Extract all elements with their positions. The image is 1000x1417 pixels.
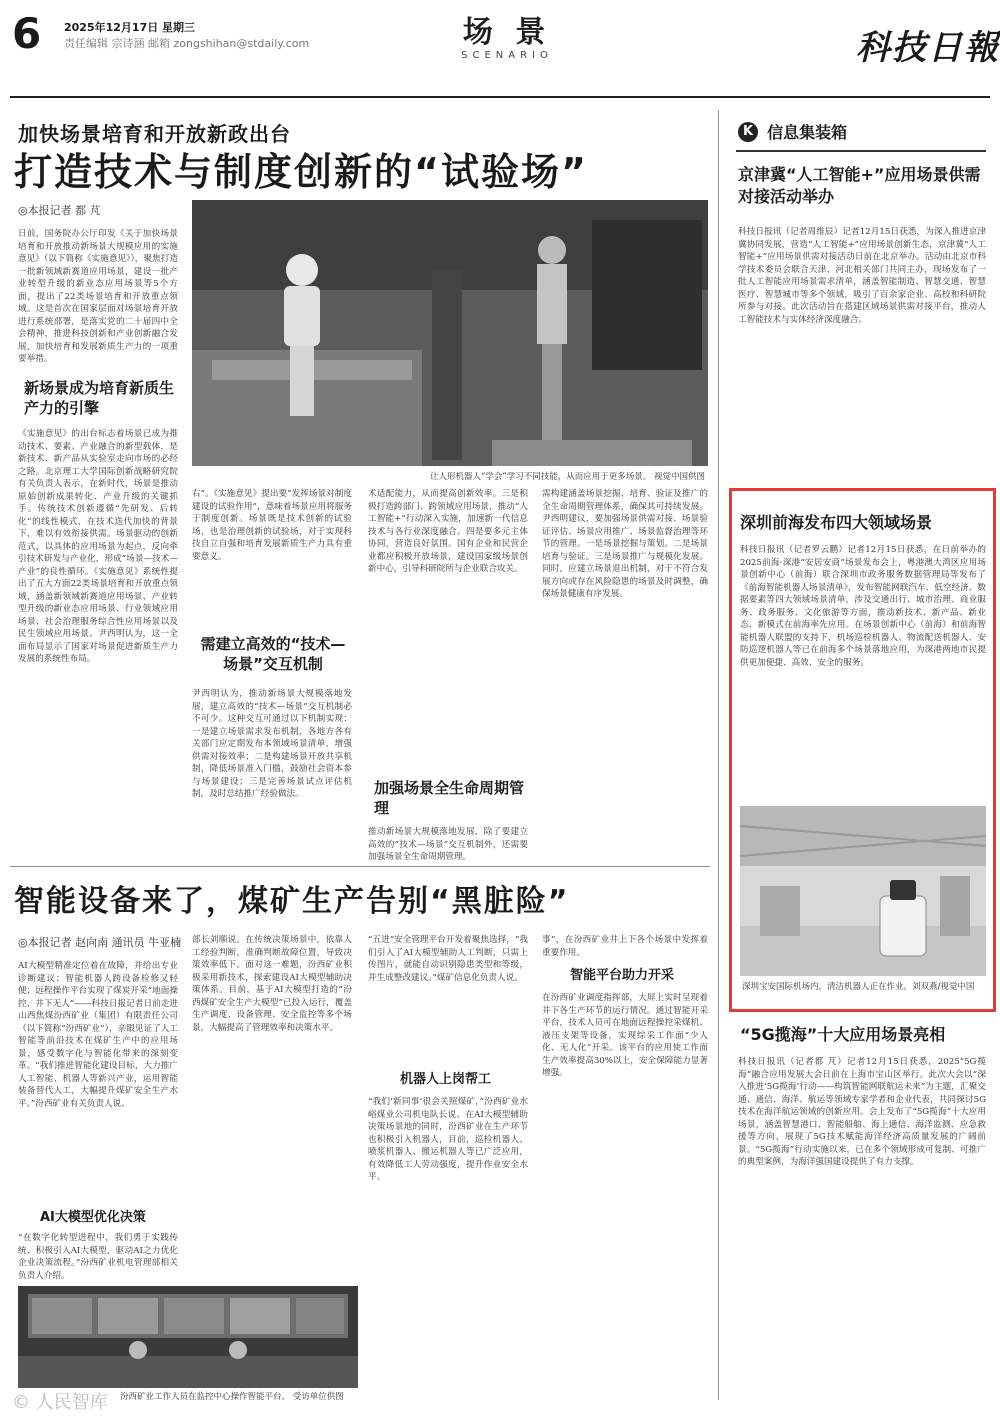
article1-intro: 日前，国务院办公厅印发《关于加快场景培育和开放推动新场景大规模应用的实施意见》（以下简称《实施意见》），聚焦打造一批新领域新赛道应用场景，建设一批产业转型升级的新业态应用场景等5个方面，提出了22类场景培育和开放重点领域。这是首次在国家层面对场景培育开放进行系统部署，是落实党的二十届四中全会精神，推进科技创新和产业创新融合发展，加快培育和发展新质生产力的一项重要举措。 bbox=[18, 229, 178, 364]
airport-robot-image bbox=[740, 806, 986, 976]
article1-kicker: 加快场景培育和开放新政出台 bbox=[18, 122, 291, 146]
article2-byline: ◎本报记者 赵向南 通讯员 牛亚楠 bbox=[18, 936, 182, 949]
article1-subhead1: 新场景成为培育新质生产力的引擎 bbox=[24, 379, 175, 417]
article2-subhead2: 机器人上岗帮工 bbox=[400, 1072, 492, 1087]
section-label bbox=[452, 16, 562, 61]
article2-col4-body: 事”，在汾西矿业井上下各个场景中发挥着重要作用。 bbox=[542, 935, 708, 958]
sidebar-item3-body: 科技日报讯（记者都 芃）记者12月15日获悉，2025“5G揽海”融合应用发展大会日前在上海市宝山区举行。此次大会以“深入推进‘5G揽海’行动——构筑智能网联航运未来”为主题，汇聚交通、通信、海洋、航运等领域专家学者和企业代表，共同探讨5G技术在海洋航运领域的创新应用。会上发布了“5G揽海”十大应用场景，涵盖智慧港口、智能船舶、海上通信、海洋监测、应急救援等方向，展现了5G技术赋能海洋经济高质量发展的广阔前景。“5G揽海”行动实施以来，已在多个领域形成可复制、可推广的典型案例，为海洋强国建设提供了有力支撑。 bbox=[738, 1057, 986, 1167]
newspaper-masthead: 科技日報 bbox=[856, 28, 1000, 68]
article2-col3-body2: “我们‘新同事’很会关照煤矿，”汾西矿业水峪煤业公司机电队长说。在AI大模型辅助决策场景地的同时，汾西矿业在生产环节也积极引入机器人，目前，巡检机器人、喷浆机器人、搬运机器人等已广泛应用，有效降低工人劳动强度，提升作业安全水平。 bbox=[368, 1097, 528, 1182]
article2-col3-body: “五进”安全管理平台开发着聚焦选择，“我们引入了AI大模型辅助人工判断，只需上传图片，就能自动识别隐患类型和等级，并生成整改建议。”煤矿信息化负责人说。 bbox=[368, 935, 528, 983]
date-line: 2025年12月17日 星期三 bbox=[64, 21, 196, 34]
article-divider bbox=[10, 866, 710, 867]
sidebar-section-label: 信息集装箱 bbox=[767, 123, 848, 142]
article1-subhead3: 加强场景全生命周期管理 bbox=[374, 779, 525, 817]
sidebar-rule bbox=[736, 150, 986, 152]
article2-subhead1: AI大模型优化决策 bbox=[40, 1210, 146, 1225]
sidebar-item1-title: 京津冀“人工智能+”应用场景供需对接活动举办 bbox=[738, 165, 981, 206]
page-number: 6 bbox=[12, 9, 42, 58]
control-center-image bbox=[18, 1286, 358, 1388]
sidebar-divider bbox=[718, 110, 719, 1400]
sidebar-header bbox=[738, 120, 988, 144]
article1-photo bbox=[192, 200, 708, 466]
article1-subhead2: 需建立高效的“技术—场景”交互机制 bbox=[200, 635, 346, 673]
sidebar-item3-title: “5G揽海”十大应用场景亮相 bbox=[740, 1025, 946, 1044]
article1-col3-body: 术适配能力，从而提高创新效率。三是积极打造跨部门、跨领域应用场景，推动“人工智能+”行动深入实施，加速新一代信息技术与各行业深度融合。四是要多元主体协同，营造良好氛围。国有企业和民营企业都应积极开放场景，建设国家级场景创新中心，引导科研院所与企业联合攻关。 bbox=[368, 489, 528, 574]
article2-col1-body: AI大模型精准定位着在故障，并给出专业诊断建议；智能机器人跨设备检修又轻便；远程操作平台实现了煤炭开采“地面操控、井下无人”——科技日报记者日前走进山西焦煤汾西矿业（集团）有限责任公司（以下简称“汾西矿业”），亲眼见证了人工智能等前沿技术在煤矿生产中的应用场景，感受数字化与智能化带来的深刻变革。“我们推进智能化建设目标，大力推广人工智能、机器人等新兴产业，运用智能装备替代人工，大幅提升煤矿安全生产水平。”汾西矿业有关负责人说。 bbox=[18, 961, 178, 1109]
section-label-cn: 场 景 bbox=[462, 15, 552, 50]
sidebar-item2-body: 科技日报讯（记者罗云鹏）记者12月15日获悉，在日前举办的2025前海·深港“安居安商”场景发布会上，粤港澳大湾区应用场景创新中心（前海）联合深圳市政务服务数据管理局等发布了《前海智能机器人场景清单》，发布智能网联汽车、低空经济、数据要素等四大领域场景清单，涉及交通出行、城市治理、商业服务、政务服务、文化旅游等方面，推动新技术、新产品、新业态、新模式在前海率先应用。在场景创新中心（前海）和前海智能机器人联盟的支持下，机场巡检机器人、物流配送机器人、安防巡逻机器人等已在前海多个场景落地应用，为深港两地市民提供更加便捷、高效、安全的服务。 bbox=[740, 545, 986, 668]
article1-col4-body: 需构建涵盖场景挖掘、培育、验证及推广的全生命周期管理体系，确保其可持续发展。尹西明建议，要加强场景供需对接、场景验证评估、场景应用推广、场景监督治理等环节的管理。一是场景挖掘与策划。二是场景培育与验证。三是场景推广与规模化发展。同时，应建立场景退出机制，对于不符合发展方向或存在风险隐患的场景及时调整，确保场景健康有序发展。 bbox=[542, 489, 708, 599]
article2-subhead3: 智能平台助力开采 bbox=[570, 968, 675, 983]
article1-photo-caption: 让人形机器人“学会”学习不同技能，从而应用于更多场景。 视觉中国供图 bbox=[430, 472, 706, 482]
article2-headline: 智能设备来了，煤矿生产告别“黑脏险” bbox=[14, 884, 570, 919]
article1-col2-body2: 尹西明认为，推动新场景大规模落地发展，建立高效的“技术—场景”交互机制必不可少。这种交互可通过以下机制实现：一是建立场景需求发布机制，各地方各有关部门应定期发布本领域场景清单，增强供需对接效率；二是构建场景开放共享机制，降低场景准入门槛，鼓励社会资本参与场景建设；三是完善场景试点评估机制，及时总结推广经验做法。 bbox=[192, 689, 352, 799]
sidebar-item2-caption: 深圳宝安国际机场内，清洁机器人正在作业。刘双燕/视觉中国 bbox=[742, 982, 975, 992]
header-rule bbox=[10, 96, 990, 98]
article2-col4-body2: 在汾西矿业调度指挥部，大屏上实时呈现着井下各生产环节的运行情况。通过智能开采平台，技术人员可在地面远程操控采煤机、液压支架等设备，实现综采工作面“少人化、无人化”开采。该平台的应用使工作面生产效率提高30%以上，安全保障能力显著增强。 bbox=[542, 993, 708, 1078]
header-meta bbox=[64, 20, 309, 52]
sidebar-item1-body: 科技日报讯（记者周维辰）记者12月15日获悉，为深入推进京津冀协同发展，营造“人工智能+”应用场景创新生态，京津冀“人工智能+”应用场景供需对接活动日前在北京举办。活动由北京市科学技术委员会联合天津、河北相关部门共同主办，现场发布了一批人工智能应用场景需求清单，涵盖智能制造、智慧交通、智慧医疗、智慧城市等多个领域，吸引了百余家企业、高校和科研院所参与对接。此次活动旨在搭建区域场景供需对接平台，推动人工智能技术与实体经济深度融合。 bbox=[738, 227, 986, 325]
watermark: © 人民智库 bbox=[12, 1392, 108, 1413]
article1-col2-body: 右”。《实施意见》提出要“发挥场景对制度建设的试验作用”，意味着场景应用将服务于制度创新。场景既是技术创新的试验场，也是治理创新的试验场，对于实现科技自立自强和培育发展新质生产力具有重要意义。 bbox=[192, 489, 352, 562]
sidebar-item2-photo bbox=[740, 806, 986, 976]
article1-byline: ◎本报记者 都 芃 bbox=[18, 204, 101, 217]
k-logo-icon: K bbox=[738, 122, 758, 142]
article1-headline: 打造技术与制度创新的“试验场” bbox=[14, 150, 588, 194]
article2-col2-body: 部长刘顺说。在传统决策场景中，依靠人工经验判断，准确判断故障位置，导致决策效率低下。面对这一难题，汾西矿业积极采用新技术，探索建设AI大模型辅助决策体系。目前，基于AI大模型打造的“汾西煤矿安全生产大模型”已投入运行，覆盖生产调度、设备管理、安全监控等多个场景，大幅提高了管理效率和决策水平。 bbox=[192, 935, 352, 1033]
article2-photo-caption: 汾西矿业工作人员在监控中心操作智能平台。 受访单位供图 bbox=[120, 1392, 344, 1402]
article2-col1-body2: “在数字化转型进程中，我们勇于实践传统、积极引入AI大模型，驱动AI之力优化企业决策流程。”汾西矿业机电管理部相关负责人介绍。 bbox=[18, 1233, 178, 1281]
section-label-en: SCENARIO bbox=[461, 50, 553, 61]
editor-line: 责任编辑 宗诗涵 邮箱 zongshihan@stdaily.com bbox=[64, 37, 310, 50]
sidebar-item2-title: 深圳前海发布四大领域场景 bbox=[740, 513, 933, 532]
article1-col1-body: 《实施意见》的出台标志着场景已成为推动技术、要素、产业融合的新型载体，是新技术、新产品从实验室走向市场的必经之路。北京理工大学国际创新战略研究院有关负责人表示，在新时代，场景是推动原始创新成果转化、产业升级的关键抓手。传统技术创新遵循“先研发、后转化”的线性模式，在技术迭代加快的背景下，难以有效衔接供需。场景驱动的创新范式，以具体的应用场景为起点，反向牵引技术研发与产业化，形成“场景—技术—产业”的良性循环。《实施意见》系统性提出了五大方面22类场景培育和开放重点领域，涵盖新领域新赛道应用场景、产业转型升级的新业态应用场景、行业领域应用场景、社会治理服务综合性应用场景以及民生领域应用场景。尹西明认为，这一全面布局显示了国家对场景促进新质生产力发展的系统性布局。 bbox=[18, 429, 178, 664]
robot-photo-image bbox=[192, 200, 708, 466]
article2-photo bbox=[18, 1286, 358, 1388]
article1-col3-body2: 推动新场景大规模落地发展，除了要建立高效的“技术—场景”交互机制外，还需要加强场景全生命周期管理。 bbox=[368, 827, 528, 862]
